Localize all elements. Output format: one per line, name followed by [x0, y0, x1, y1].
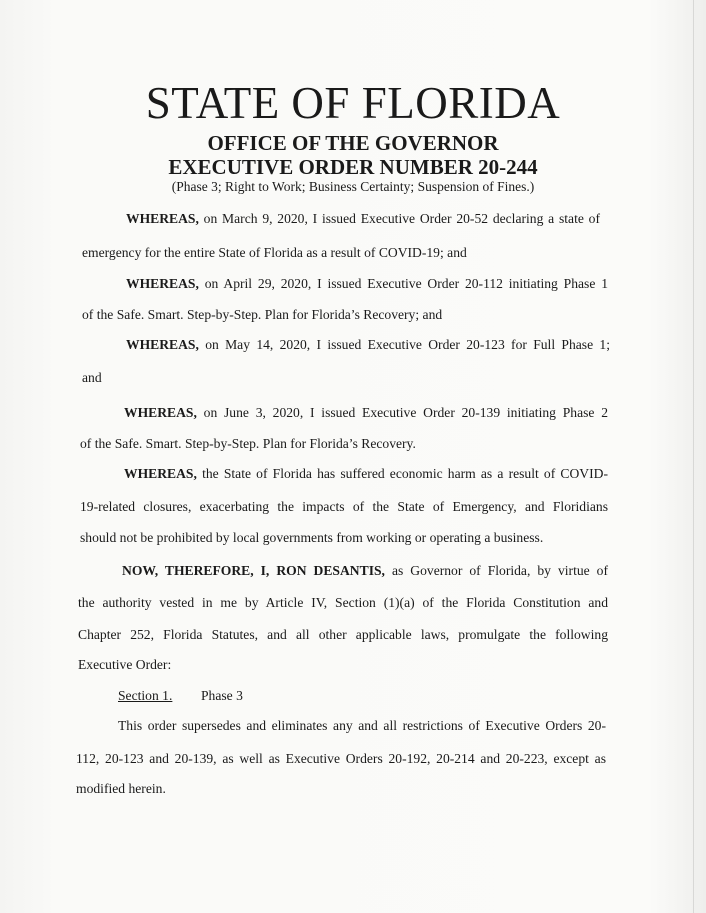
line-text: on June 3, 2020, I issued Executive Order 20-139 initiating Phase 2	[196, 405, 608, 420]
line-text: on April 29, 2020, I issued Executive Order 20-112 initiating Phase 1	[198, 276, 608, 291]
paragraph-line	[126, 210, 600, 228]
line-text: the State of Florida has suffered economic harm as a result of COVID-	[196, 466, 608, 481]
whereas-lead: WHEREAS,	[126, 211, 199, 226]
whereas-lead: WHEREAS,	[126, 276, 199, 291]
section-label: Section 1.	[118, 688, 173, 703]
order-subtitle: (Phase 3; Right to Work; Business Certainty; Suspension of Fines.)	[171, 179, 535, 194]
paragraph-line	[122, 562, 608, 580]
whereas-lead: WHEREAS,	[124, 466, 197, 481]
paragraph-line: should not be prohibited by local governments from working or operating a business.	[80, 530, 544, 545]
paragraph-line: of the Safe. Smart. Step-by-Step. Plan for Florida’s Recovery; and	[82, 307, 443, 322]
paragraph-line: emergency for the entire State of Florida as a result of COVID-19; and	[82, 245, 467, 260]
line-text: on May 14, 2020, I issued Executive Order 20-123 for Full Phase 1;	[198, 337, 610, 352]
paragraph-line: the authority vested in me by Article IV, Section (1)(a) of the Florida Constitution and	[78, 595, 608, 610]
section-heading	[118, 687, 172, 705]
paragraph-line	[126, 336, 610, 354]
paragraph-line: This order supersedes and eliminates any and all restrictions of Executive Orders 20-	[118, 718, 606, 733]
paragraph-line: and	[82, 370, 102, 385]
whereas-lead: WHEREAS,	[124, 405, 197, 420]
whereas-lead: WHEREAS,	[126, 337, 199, 352]
document-title: STATE OF FLORIDA	[145, 78, 561, 128]
line-text: as Governor of Florida, by virtue of	[384, 563, 608, 578]
section-title: Phase 3	[201, 688, 243, 703]
paragraph-line: modified herein.	[76, 781, 166, 796]
paragraph-line	[124, 465, 608, 483]
paragraph-line: Executive Order:	[78, 657, 172, 672]
paragraph-line: Chapter 252, Florida Statutes, and all other applicable laws, promulgate the following	[78, 627, 608, 642]
paragraph-line	[124, 404, 608, 422]
now-therefore-lead: NOW, THEREFORE, I, RON DESANTIS,	[122, 563, 385, 578]
line-text: on March 9, 2020, I issued Executive Order 20-52 declaring a state of	[198, 211, 600, 226]
paragraph-line: 112, 20-123 and 20-139, as well as Executive Orders 20-192, 20-214 and 20-223, except as	[76, 751, 606, 766]
paragraph-line: of the Safe. Smart. Step-by-Step. Plan for Florida’s Recovery.	[80, 436, 416, 451]
order-number-heading: EXECUTIVE ORDER NUMBER 20-244	[168, 155, 538, 179]
paragraph-line	[126, 275, 608, 293]
office-heading: OFFICE OF THE GOVERNOR	[207, 131, 499, 155]
paragraph-line: 19-related closures, exacerbating the impacts of the State of Emergency, and Floridians	[80, 499, 608, 514]
